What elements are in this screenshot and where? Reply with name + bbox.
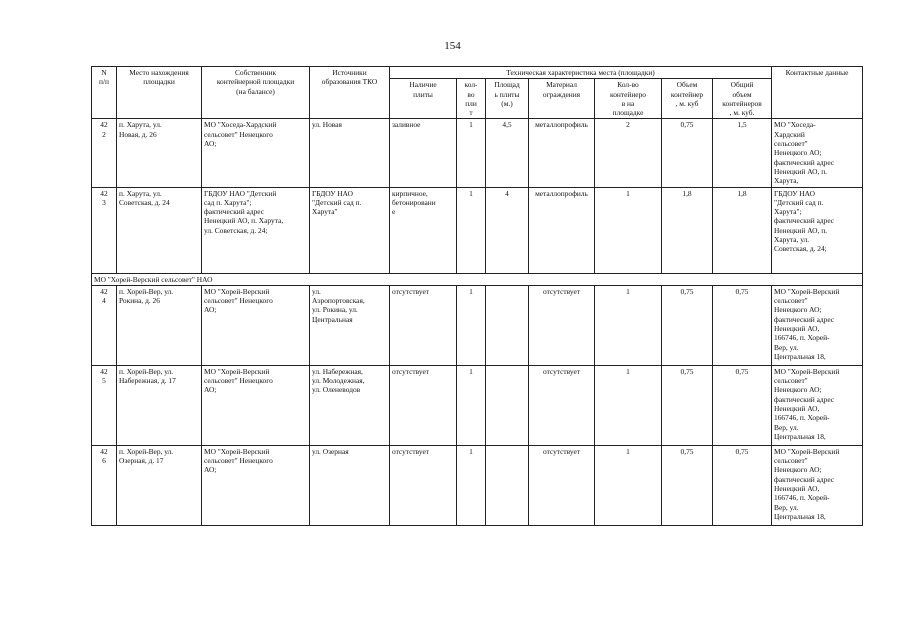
cell-slab: кирпичное, бетонировани е <box>390 187 457 273</box>
cell-volume: 0,75 <box>662 365 713 445</box>
cell-location: п. Харута, ул. Советская, д. 24 <box>117 187 202 273</box>
header-slab-count: кол- во пли т <box>457 79 486 119</box>
section-row <box>92 273 863 285</box>
cell-volume: 0,75 <box>662 285 713 365</box>
header-slab-area: Площад ь плиты (м.) <box>486 79 529 119</box>
header-location: Место нахождения площадки <box>117 67 202 119</box>
cell-owner: МО "Хорей-Верский сельсовет" Ненецкого АО; <box>202 365 310 445</box>
cell-owner: МО "Хорей-Верский сельсовет" Ненецкого АО; <box>202 285 310 365</box>
cell-fence: отсутствует <box>529 285 595 365</box>
cell-containers: 1 <box>595 445 662 525</box>
cell-slab-area <box>486 285 529 365</box>
cell-fence: отсутствует <box>529 365 595 445</box>
cell-fence: металлопрофиль <box>529 187 595 273</box>
cell-containers: 1 <box>595 365 662 445</box>
table-row <box>92 365 863 445</box>
cell-total-volume: 0,75 <box>713 445 772 525</box>
cell-slab-area: 4,5 <box>486 119 529 187</box>
cell-location: п. Хорей-Вер, ул. Озерная, д. 17 <box>117 445 202 525</box>
header-row-main <box>92 67 863 79</box>
cell-containers: 2 <box>595 119 662 187</box>
cell-contacts: МО "Хорей-Верский сельсовет" Ненецкого АО; фактический адрес Ненецкий АО, 166746, п. Хорей- Вер, ул. Центральная 18, <box>772 365 863 445</box>
table-row <box>92 445 863 525</box>
cell-num: 42 3 <box>92 187 117 273</box>
cell-owner: ГБДОУ НАО "Детский сад п. Харута"; фактический адрес Ненецкий АО, п. Харута, ул. Советская, д. 24; <box>202 187 310 273</box>
cell-fence: отсутствует <box>529 445 595 525</box>
cell-owner: МО "Хоседа-Хардский сельсовет" Ненецкого АО; <box>202 119 310 187</box>
cell-slab-count: 1 <box>457 119 486 187</box>
cell-sources: ул. Набережная, ул. Молодежная, ул. Оленеводов <box>310 365 390 445</box>
header-slab: Наличие плиты <box>390 79 457 119</box>
cell-slab: отсутствует <box>390 445 457 525</box>
cell-sources: ул. Озерная <box>310 445 390 525</box>
cell-total-volume: 1,8 <box>713 187 772 273</box>
header-contacts: Контактные данные <box>772 67 863 119</box>
table-row <box>92 187 863 273</box>
cell-contacts: МО "Хоседа- Хардский сельсовет" Ненецкого АО; фактический адрес Ненецкий АО, п. Харута, <box>772 119 863 187</box>
cell-total-volume: 0,75 <box>713 285 772 365</box>
cell-num: 42 4 <box>92 285 117 365</box>
page-number: 154 <box>444 40 461 52</box>
cell-num: 42 2 <box>92 119 117 187</box>
section-title: МО "Хорей-Верский сельсовет" НАО <box>92 273 863 285</box>
cell-num: 42 5 <box>92 365 117 445</box>
header-containers: Кол-во контейнеро в на площадке <box>595 79 662 119</box>
header-tech-group: Техническая характеристика места (площадки) <box>390 67 772 79</box>
cell-volume: 1,8 <box>662 187 713 273</box>
header-owner: Собственник контейнерной площадки (на балансе) <box>202 67 310 119</box>
cell-slab-area: 4 <box>486 187 529 273</box>
header-num: N п/п <box>92 67 117 119</box>
cell-slab-count: 1 <box>457 285 486 365</box>
cell-volume: 0,75 <box>662 445 713 525</box>
cell-slab: отсутствует <box>390 285 457 365</box>
cell-contacts: ГБДОУ НАО "Детский сад п. Харута"; фактический адрес Ненецкий АО, п. Харута, ул. Советская, д. 24; <box>772 187 863 273</box>
cell-slab: отсутствует <box>390 365 457 445</box>
cell-owner: МО "Хорей-Верский сельсовет" Ненецкого АО; <box>202 445 310 525</box>
cell-containers: 1 <box>595 285 662 365</box>
cell-sources: ул. Новая <box>310 119 390 187</box>
cell-containers: 1 <box>595 187 662 273</box>
cell-num: 42 6 <box>92 445 117 525</box>
cell-total-volume: 1,5 <box>713 119 772 187</box>
cell-slab-area <box>486 365 529 445</box>
cell-slab-area <box>486 445 529 525</box>
header-total-volume: Общий объем контейнеров , м. куб. <box>713 79 772 119</box>
header-volume: Объем контейнер , м. куб <box>662 79 713 119</box>
cell-contacts: МО "Хорей-Верский сельсовет" Ненецкого АО; фактический адрес Ненецкий АО, 166746, п. Хорей- Вер, ул. Центральная 18, <box>772 285 863 365</box>
cell-slab-count: 1 <box>457 187 486 273</box>
cell-sources: ул. Аэропортовская, ул. Рокина, ул. Центральная <box>310 285 390 365</box>
header-sources: Источники образования ТКО <box>310 67 390 119</box>
header-fence: Материал ограждения <box>529 79 595 119</box>
cell-slab: заливное <box>390 119 457 187</box>
cell-location: п. Хорей-Вер, ул. Набережная, д. 17 <box>117 365 202 445</box>
table-row <box>92 119 863 187</box>
cell-location: п. Хорей-Вер, ул. Рокина, д. 26 <box>117 285 202 365</box>
cell-location: п. Харута, ул. Новая, д. 26 <box>117 119 202 187</box>
cell-contacts: МО "Хорей-Верский сельсовет" Ненецкого АО; фактический адрес Ненецкий АО, 166746, п. Хорей- Вер, ул. Центральная 18, <box>772 445 863 525</box>
cell-sources: ГБДОУ НАО "Детский сад п. Харута" <box>310 187 390 273</box>
table-row <box>92 285 863 365</box>
cell-volume: 0,75 <box>662 119 713 187</box>
container-sites-table <box>91 66 863 526</box>
cell-slab-count: 1 <box>457 365 486 445</box>
cell-fence: металлопрофиль <box>529 119 595 187</box>
cell-slab-count: 1 <box>457 445 486 525</box>
cell-total-volume: 0,75 <box>713 365 772 445</box>
